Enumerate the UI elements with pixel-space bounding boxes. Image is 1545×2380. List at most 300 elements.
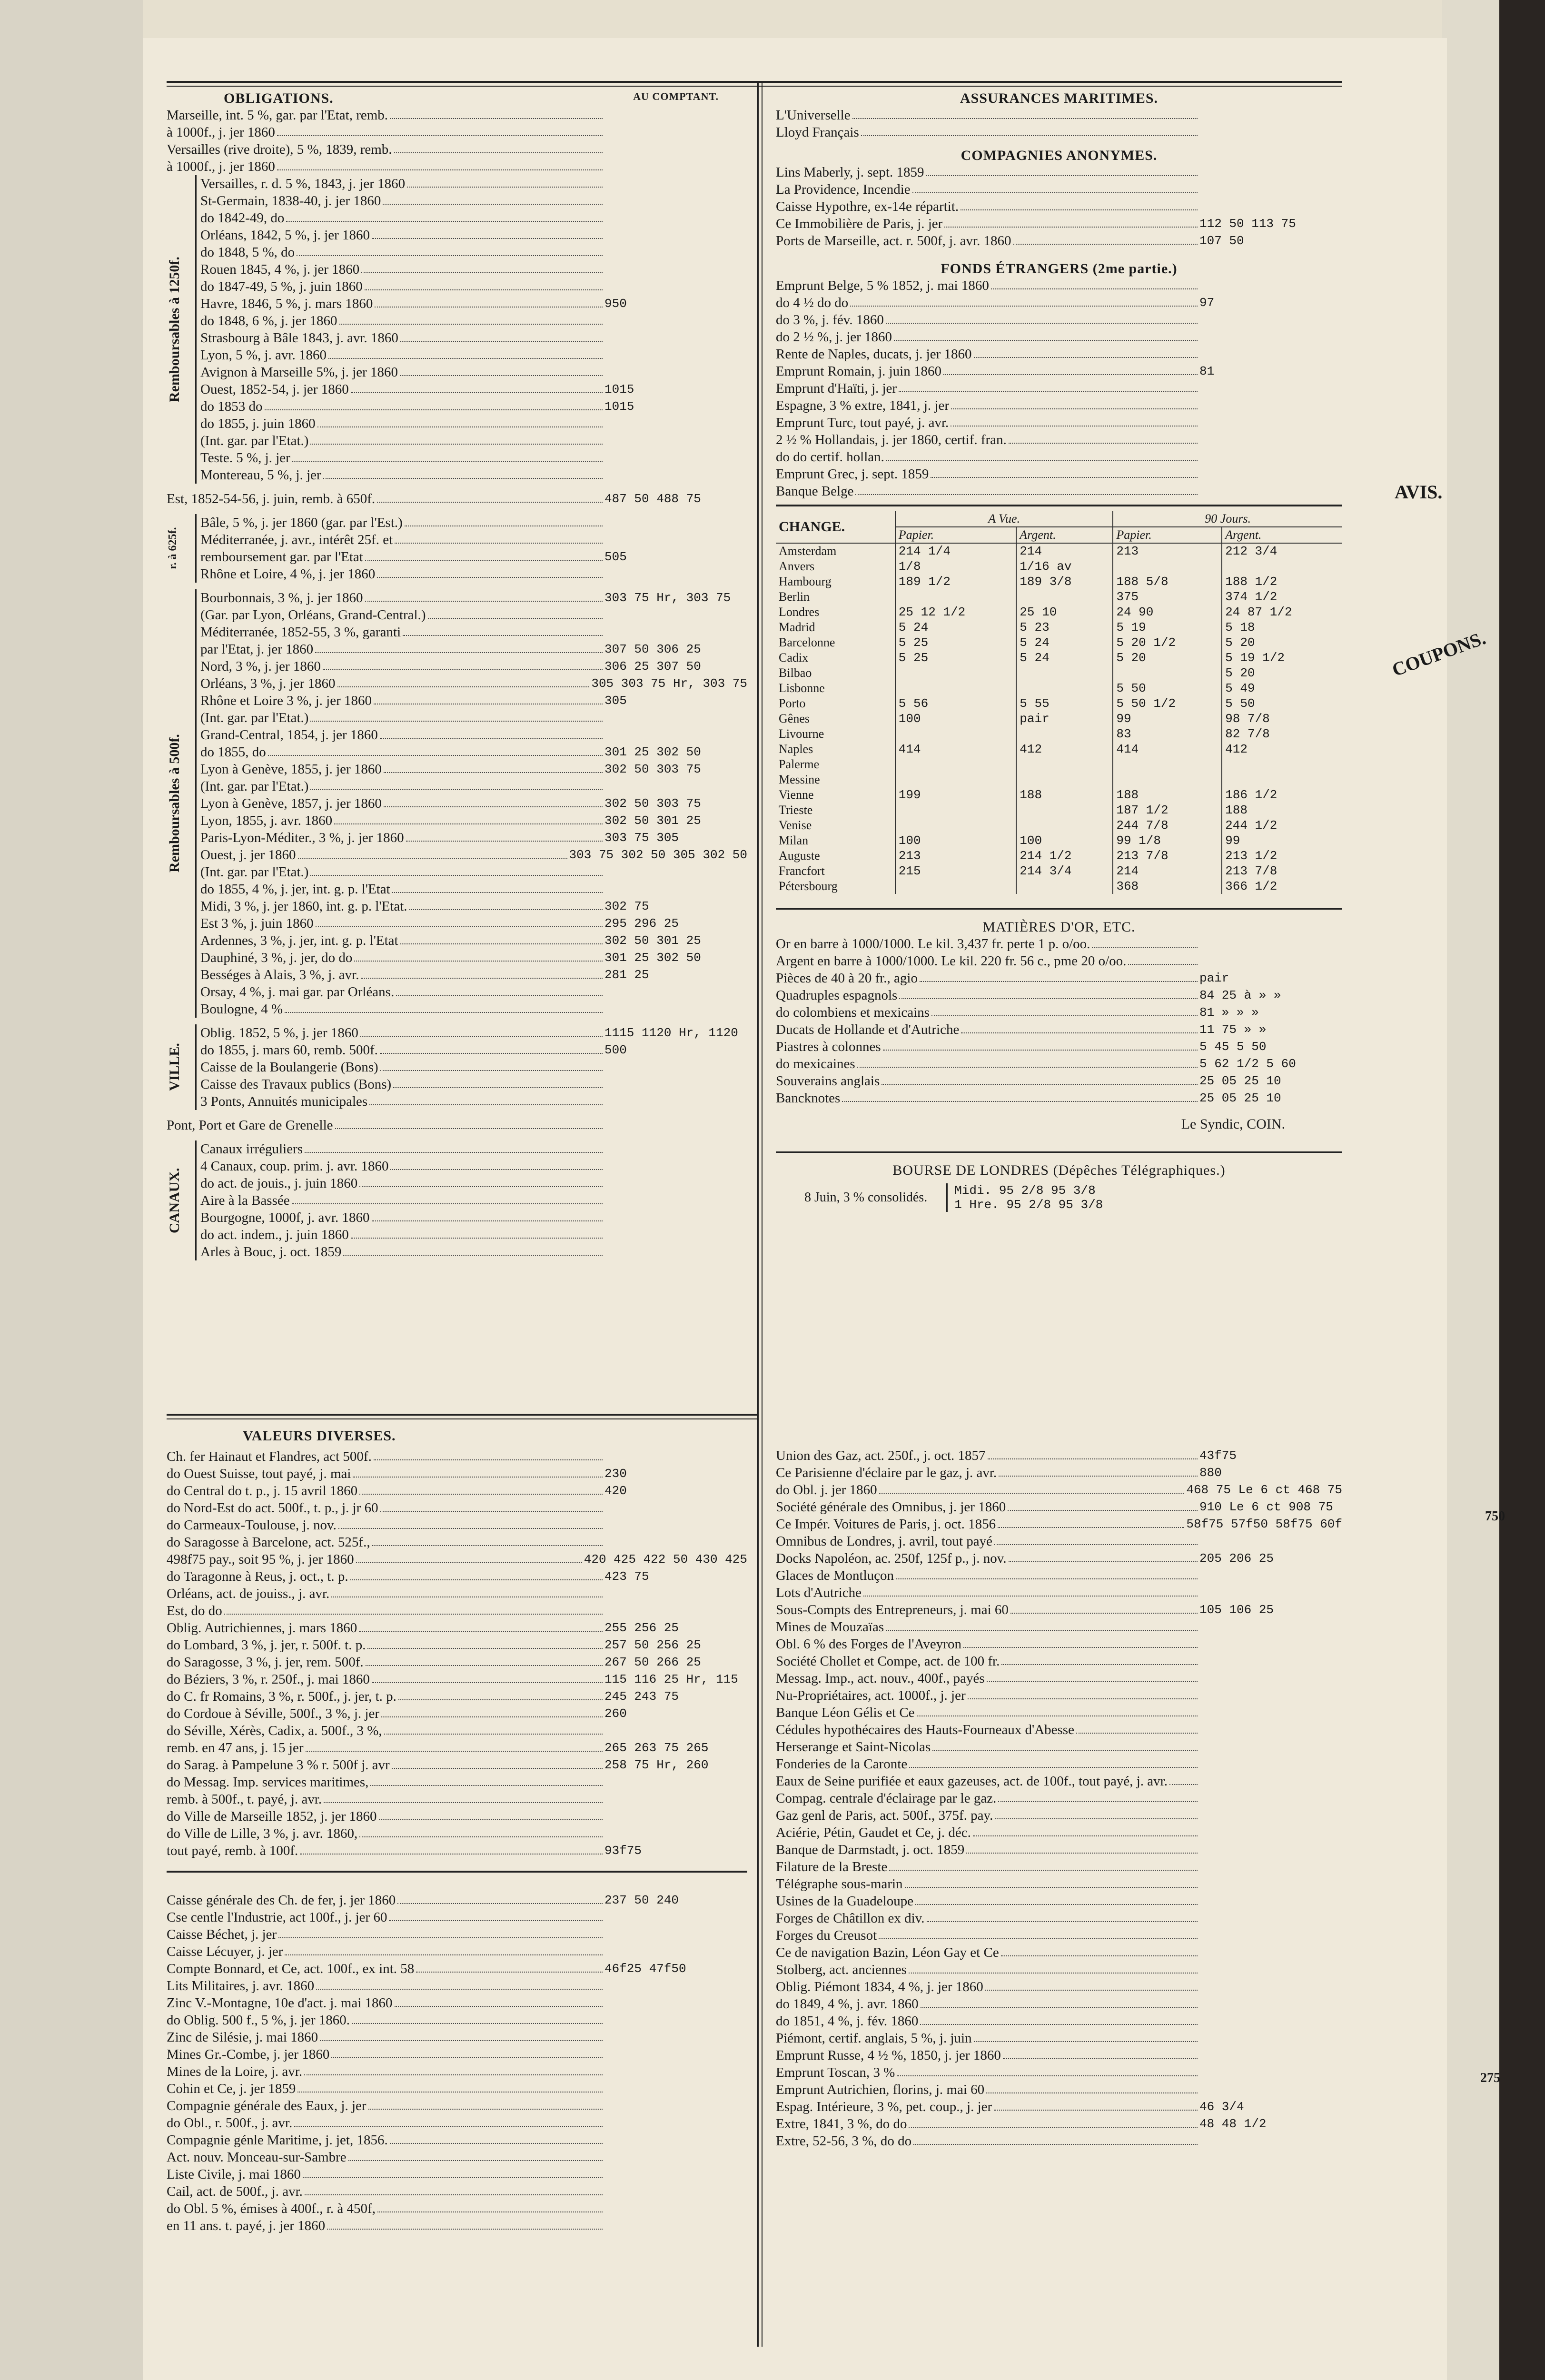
list-item	[776, 1841, 1342, 1858]
list-item	[167, 2063, 747, 2080]
leader-dots	[994, 2098, 1198, 2111]
change-rate: 5 20	[1113, 650, 1222, 665]
item-label: do 1855, do	[200, 744, 266, 760]
item-price: 84 25 à » »	[1199, 988, 1281, 1002]
list-item	[200, 1024, 747, 1041]
list-item	[167, 1517, 747, 1534]
item-price	[604, 1158, 747, 1175]
argent-header-1: Argent.	[1016, 527, 1113, 543]
leader-dots	[879, 1481, 1185, 1494]
item-label: Méditerranée, j. avr., intérêt 25f. et	[200, 532, 393, 547]
list-item	[200, 449, 747, 466]
list-item	[776, 1550, 1342, 1567]
item-price	[1199, 397, 1342, 414]
leader-dots	[310, 709, 603, 722]
item-label: do Ville de Marseille 1852, j. jer 1860	[167, 1809, 377, 1824]
item-price: 205 206 25	[1199, 1551, 1274, 1566]
leader-dots	[961, 198, 1198, 210]
change-city: Messine	[779, 773, 820, 786]
item-price	[604, 2029, 747, 2046]
item-price	[1199, 1773, 1342, 1790]
item-label: do colombiens et mexicains	[776, 1005, 930, 1020]
change-rate: 82 7/8	[1222, 726, 1342, 742]
item-label: Ce de navigation Bazin, Léon Gay et Ce	[776, 1945, 999, 1960]
leader-dots	[381, 1705, 603, 1717]
list-item	[776, 1893, 1342, 1910]
item-price	[1199, 2132, 1342, 2150]
item-price: 306 25 307 50	[604, 659, 701, 674]
item-label: Espagne, 3 % extre, 1841, j. jer	[776, 398, 950, 413]
item-price	[604, 1808, 747, 1825]
change-rate: 414	[895, 742, 1017, 757]
item-label: Extre, 1841, 3 %, do do	[776, 2116, 907, 2132]
item-label: Banque de Darmstadt, j. oct. 1859	[776, 1842, 965, 1857]
list-item	[200, 329, 747, 347]
item-price: 257 50 256 25	[604, 1638, 701, 1652]
item-label: Bourgogne, 1000f, j. avr. 1860	[200, 1210, 370, 1225]
leader-dots	[909, 2115, 1198, 2128]
item-price	[1199, 1978, 1342, 1995]
item-price	[604, 606, 747, 624]
list-item	[776, 1464, 1342, 1481]
item-label: Emprunt d'Haïti, j. jer	[776, 381, 897, 396]
list-item	[776, 311, 1342, 328]
leader-dots	[926, 164, 1198, 176]
list-item	[167, 1568, 747, 1585]
item-label: Union des Gaz, act. 250f., j. oct. 1857	[776, 1448, 986, 1463]
list-item	[200, 531, 747, 548]
list-item	[776, 107, 1342, 124]
item-label: Lins Maberly, j. sept. 1859	[776, 165, 924, 180]
group-ville-body	[197, 1024, 747, 1110]
londres-values	[946, 1183, 1103, 1212]
item-price	[1199, 1636, 1342, 1653]
list-item	[776, 1824, 1342, 1841]
change-rate: 213	[1113, 543, 1222, 559]
item-price: 307 50 306 25	[604, 642, 701, 656]
change-rate: 366 1/2	[1222, 879, 1342, 894]
list-item	[200, 1175, 747, 1192]
list-item	[167, 2132, 747, 2149]
change-rate: 214 3/4	[1016, 863, 1113, 879]
item-price	[1199, 1704, 1342, 1721]
change-city: Londres	[779, 605, 820, 619]
item-label: do act. indem., j. juin 1860	[200, 1227, 349, 1242]
item-price	[1199, 1618, 1342, 1636]
item-label: Piémont, certif. anglais, 5 %, j. juin	[776, 2031, 972, 2046]
item-price	[604, 2012, 747, 2029]
leader-dots	[407, 175, 603, 188]
list-item	[167, 490, 747, 507]
change-city: Bilbao	[779, 666, 812, 680]
leader-dots	[372, 1534, 603, 1546]
item-price	[1199, 181, 1342, 198]
item-price: 43f75	[1199, 1448, 1237, 1463]
leader-dots	[384, 761, 603, 773]
list-item	[200, 589, 747, 606]
side-note-275: 275	[1480, 2071, 1500, 2085]
change-row	[776, 848, 1342, 863]
item-label: Filature de la Breste	[776, 1859, 888, 1874]
item-label: Ce Impér. Voitures de Paris, j. oct. 1856	[776, 1517, 996, 1532]
item-price	[604, 278, 747, 295]
item-price	[1199, 328, 1342, 346]
leader-dots	[879, 1927, 1198, 1939]
item-price: 305	[604, 694, 627, 708]
list-item	[167, 2166, 747, 2183]
list-item	[167, 1705, 747, 1722]
list-item	[167, 1842, 747, 1859]
change-rate: 100	[895, 711, 1017, 726]
group-canaux-body	[197, 1140, 747, 1260]
anonymes-list	[776, 164, 1342, 249]
list-item	[776, 294, 1342, 311]
item-label: Bességes à Alais, 3 %, j. avr.	[200, 967, 359, 982]
item-label: Lyon à Genève, 1857, j. jer 1860	[200, 796, 382, 811]
change-city: Cadix	[779, 651, 809, 664]
list-item	[776, 1516, 1342, 1533]
item-label: Souverains anglais	[776, 1073, 880, 1089]
change-rate: 374 1/2	[1222, 589, 1342, 605]
list-item	[776, 328, 1342, 346]
leader-dots	[278, 1926, 603, 1938]
item-price	[604, 261, 747, 278]
change-city: Palerme	[779, 757, 820, 771]
item-price: 25 05 25 10	[1199, 1074, 1281, 1088]
binding-edge	[1499, 0, 1545, 2380]
item-label: Orléans, 1842, 5 %, j. jer 1860	[200, 228, 370, 243]
item-label: Cédules hypothécaires des Hauts-Fourneaux d'Abesse	[776, 1722, 1074, 1737]
list-item	[167, 1585, 747, 1602]
item-price: 420 425 422 50 430 425	[584, 1552, 747, 1567]
list-item	[776, 1927, 1342, 1944]
item-price	[604, 1909, 747, 1926]
item-label: à 1000f., j. jer 1860	[167, 125, 275, 140]
list-item	[776, 1670, 1342, 1687]
leader-dots	[995, 1807, 1198, 1819]
item-price: 295 296 25	[604, 916, 679, 931]
item-label: Teste. 5 %, j. jer	[200, 450, 290, 466]
change-city: Pétersbourg	[779, 879, 838, 893]
list-item	[776, 1995, 1342, 2013]
list-item	[200, 227, 747, 244]
change-rate: 188	[1222, 803, 1342, 818]
item-label: Versailles, r. d. 5 %, 1843, j. jer 1860	[200, 176, 406, 191]
item-price: 950	[604, 297, 627, 311]
item-price	[604, 364, 747, 381]
item-label: Nord, 3 %, j. jer 1860	[200, 659, 321, 674]
item-price	[604, 2080, 747, 2097]
list-item	[167, 1909, 747, 1926]
leader-dots	[300, 1842, 603, 1854]
list-item	[776, 2115, 1342, 2132]
list-item	[200, 347, 747, 364]
item-label: Emprunt Belge, 5 % 1852, j. mai 1860	[776, 278, 989, 293]
item-label: Lyon, 1855, j. avr. 1860	[200, 813, 333, 828]
matieres-rule	[776, 908, 1342, 910]
list-item	[200, 726, 747, 744]
item-label: Quadruples espagnols	[776, 988, 898, 1003]
item-label: Herserange et Saint-Nicolas	[776, 1739, 931, 1755]
item-label: do Lombard, 3 %, j. jer, r. 500f. t. p.	[167, 1637, 366, 1653]
change-rate	[895, 589, 1017, 605]
item-price: 487 50 488 75	[604, 492, 701, 506]
leader-dots	[400, 364, 603, 376]
list-item	[200, 795, 747, 812]
leader-dots	[368, 2097, 603, 2110]
item-label: Emprunt Romain, j. juin 1860	[776, 364, 941, 379]
item-price: 500	[604, 1043, 627, 1057]
item-label: do 1848, 6 %, j. jer 1860	[200, 313, 337, 328]
list-item	[200, 744, 747, 761]
leader-dots	[943, 363, 1198, 375]
item-label: Caisse des Travaux publics (Bons)	[200, 1077, 392, 1092]
list-item	[167, 2029, 747, 2046]
item-label: remb. en 47 ans, j. 15 jer	[167, 1740, 304, 1755]
leader-dots	[395, 531, 603, 544]
leader-dots	[390, 1158, 603, 1170]
item-label: do Obl. 5 %, émises à 400f., r. à 450f,	[167, 2201, 376, 2216]
change-rate: 100	[1016, 833, 1113, 848]
list-item	[200, 1041, 747, 1059]
item-price	[1199, 1721, 1342, 1738]
list-item	[167, 1825, 747, 1842]
item-label: Rente de Naples, ducats, j. jer 1860	[776, 347, 972, 362]
item-price	[604, 1448, 747, 1465]
item-label: Orléans, 3 %, j. jer 1860	[200, 676, 336, 691]
change-rate: 244 1/2	[1222, 818, 1342, 833]
left-mid-rule	[167, 1414, 757, 1419]
valeurs-rule	[167, 1871, 747, 1873]
leader-dots	[398, 1688, 603, 1700]
item-label: Act. nouv. Monceau-sur-Sambre	[167, 2150, 347, 2165]
list-item	[776, 431, 1342, 448]
change-row	[776, 635, 1342, 650]
leader-dots	[998, 1790, 1198, 1802]
list-item	[167, 2217, 747, 2234]
item-price	[604, 2200, 747, 2217]
leader-dots	[384, 1722, 603, 1735]
change-row	[776, 772, 1342, 787]
list-item	[776, 232, 1342, 249]
list-item	[200, 966, 747, 983]
divers-right-column	[776, 1428, 1342, 2150]
list-item	[776, 970, 1342, 987]
item-price: 107 50	[1199, 234, 1244, 248]
leader-dots	[400, 932, 603, 944]
valeurs-title: VALEURS DIVERSES.	[243, 1428, 396, 1444]
leader-dots	[304, 2063, 603, 2075]
item-price	[1199, 107, 1342, 124]
leader-dots	[286, 209, 603, 222]
item-label: Forges du Creusot	[776, 1928, 877, 1943]
change-rate	[1016, 681, 1113, 696]
leader-dots	[316, 915, 603, 927]
change-row	[776, 742, 1342, 757]
leader-dots	[1092, 935, 1198, 948]
list-item	[200, 949, 747, 966]
list-item	[776, 1567, 1342, 1584]
item-label: do Sarag. à Pampelune 3 % r. 500f j. avr	[167, 1757, 390, 1773]
matieres-list	[776, 935, 1342, 1107]
change-rate: 5 50 1/2	[1113, 696, 1222, 711]
change-rate: 412	[1222, 742, 1342, 757]
list-item	[200, 1001, 747, 1018]
leader-dots	[365, 589, 603, 602]
change-rate: 212 3/4	[1222, 543, 1342, 559]
leader-dots	[361, 261, 603, 273]
item-price: 910 Le 6 ct 908 75	[1199, 1500, 1333, 1514]
change-rate: 5 24	[1016, 635, 1113, 650]
change-row	[776, 711, 1342, 726]
leader-dots	[351, 1226, 603, 1239]
list-item	[776, 1601, 1342, 1618]
change-rate	[1113, 772, 1222, 787]
item-label: en 11 ans. t. payé, j. jer 1860	[167, 2218, 326, 2233]
leader-dots	[377, 2200, 603, 2212]
leader-dots	[852, 107, 1198, 119]
item-label: do 1853 do	[200, 399, 263, 414]
leader-dots	[394, 141, 603, 153]
list-item	[776, 1090, 1342, 1107]
change-row	[776, 833, 1342, 848]
list-item	[167, 1892, 747, 1909]
item-label: do Saragosse, 3 %, j. jer, rem. 500f.	[167, 1655, 364, 1670]
item-price	[604, 1994, 747, 2012]
item-price: 260	[604, 1706, 627, 1721]
list-item	[776, 164, 1342, 181]
item-label: Grand-Central, 1854, j. jer 1860	[200, 727, 378, 743]
leader-dots	[334, 812, 603, 824]
label-500: Remboursables à 500f.	[167, 589, 197, 1018]
item-price	[604, 1059, 747, 1076]
item-label: Orsay, 4 %, j. mai gar. par Orléans.	[200, 984, 395, 1000]
item-price: 5 62 1/2 5 60	[1199, 1057, 1296, 1071]
item-label: (Int. gar. par l'Etat.)	[200, 710, 309, 725]
item-price: 1115 1120 Hr, 1120	[604, 1026, 738, 1040]
change-row	[776, 589, 1342, 605]
item-label: Société générale des Omnibus, j. jer 1860	[776, 1499, 1006, 1515]
leader-dots	[896, 1567, 1198, 1579]
item-label: do 1842-49, do	[200, 210, 285, 226]
item-label: do C. fr Romains, 3 %, r. 500f., j. jer, t. p.	[167, 1689, 396, 1704]
list-item	[167, 1465, 747, 1482]
item-price: 230	[604, 1467, 627, 1481]
item-price	[1199, 1567, 1342, 1584]
bourse-listing	[167, 81, 1342, 2347]
list-item	[200, 1243, 747, 1260]
change-rate: 5 19	[1113, 620, 1222, 635]
item-price: pair	[1199, 971, 1229, 985]
list-item	[200, 1059, 747, 1076]
list-item	[167, 1534, 747, 1551]
side-note-750: 750	[1485, 1509, 1505, 1524]
leader-dots	[375, 295, 603, 307]
list-item	[200, 692, 747, 709]
item-label: 3 Ponts, Annuités municipales	[200, 1094, 368, 1109]
change-city: Francfort	[779, 864, 825, 878]
leader-dots	[899, 380, 1198, 392]
change-rate: 5 56	[895, 696, 1017, 711]
change-rate: 375	[1113, 589, 1222, 605]
item-price: 255 256 25	[604, 1621, 679, 1635]
label-1250: Remboursables à 1250f.	[167, 175, 197, 484]
list-item	[776, 1004, 1342, 1021]
item-price	[604, 1243, 747, 1260]
item-label: Lloyd Français	[776, 125, 859, 140]
item-price	[1199, 448, 1342, 466]
item-label: Cse centle l'Industrie, act 100f., j. jer 60	[167, 1910, 387, 1925]
item-price: 245 243 75	[604, 1689, 679, 1704]
change-rate: 5 18	[1222, 620, 1342, 635]
leader-dots	[285, 1943, 603, 1955]
change-rate	[1016, 772, 1113, 787]
leader-dots	[913, 2132, 1198, 2145]
leader-dots	[917, 1704, 1198, 1716]
leader-dots	[389, 1909, 603, 1921]
item-price: 302 50 303 75	[604, 796, 701, 811]
item-label: Ardennes, 3 %, j. jer, int. g. p. l'Etat	[200, 933, 398, 948]
item-label: Emprunt Toscan, 3 %	[776, 2065, 895, 2080]
leader-dots	[886, 311, 1198, 324]
item-price	[604, 124, 747, 141]
item-label: Bourbonnais, 3 %, j. jer 1860	[200, 590, 363, 605]
change-rate: 5 20 1/2	[1113, 635, 1222, 650]
item-label: Avignon à Marseille 5%, j. jer 1860	[200, 365, 398, 380]
list-item	[200, 624, 747, 641]
change-city: Gênes	[779, 712, 810, 725]
change-city: Trieste	[779, 803, 813, 817]
item-label: Est, 1852-54-56, j. juin, remb. à 650f.	[167, 491, 376, 506]
group-500-body	[197, 589, 747, 1018]
item-label: Stolberg, act. anciennes	[776, 1962, 907, 1977]
change-rate: 188	[1016, 787, 1113, 803]
item-price	[1199, 1841, 1342, 1858]
change-city: Venise	[779, 818, 812, 832]
change-row	[776, 620, 1342, 635]
item-price	[604, 2166, 747, 2183]
leader-dots	[265, 398, 603, 410]
change-rate: 5 50	[1222, 696, 1342, 711]
item-price	[604, 2217, 747, 2234]
item-label: Lyon à Genève, 1855, j. jer 1860	[200, 762, 382, 777]
label-canaux: CANAUX.	[167, 1140, 197, 1260]
item-price: 48 48 1/2	[1199, 2117, 1267, 2131]
list-item	[200, 312, 747, 329]
list-item	[776, 483, 1342, 500]
list-item	[200, 829, 747, 846]
item-price	[604, 227, 747, 244]
item-label: Obl. 6 % des Forges de l'Aveyron	[776, 1636, 961, 1652]
item-price	[604, 107, 747, 124]
item-label: Dauphiné, 3 %, j. jer, do do	[200, 950, 353, 965]
change-rate	[1016, 726, 1113, 742]
item-price	[604, 2046, 747, 2063]
item-price	[604, 565, 747, 583]
list-item	[200, 398, 747, 415]
item-label: Pièces de 40 à 20 fr., agio	[776, 971, 918, 986]
leader-dots	[842, 1090, 1198, 1102]
list-item	[200, 244, 747, 261]
change-rate	[895, 818, 1017, 833]
leader-dots	[303, 2166, 603, 2178]
change-city: Amsterdam	[779, 544, 837, 558]
pont-row	[167, 1117, 747, 1134]
item-price	[1199, 483, 1342, 500]
leader-dots	[973, 1824, 1198, 1836]
item-label: Mines de la Loire, j. avr.	[167, 2064, 303, 2079]
item-label: Extre, 52-56, 3 %, do do	[776, 2133, 912, 2149]
